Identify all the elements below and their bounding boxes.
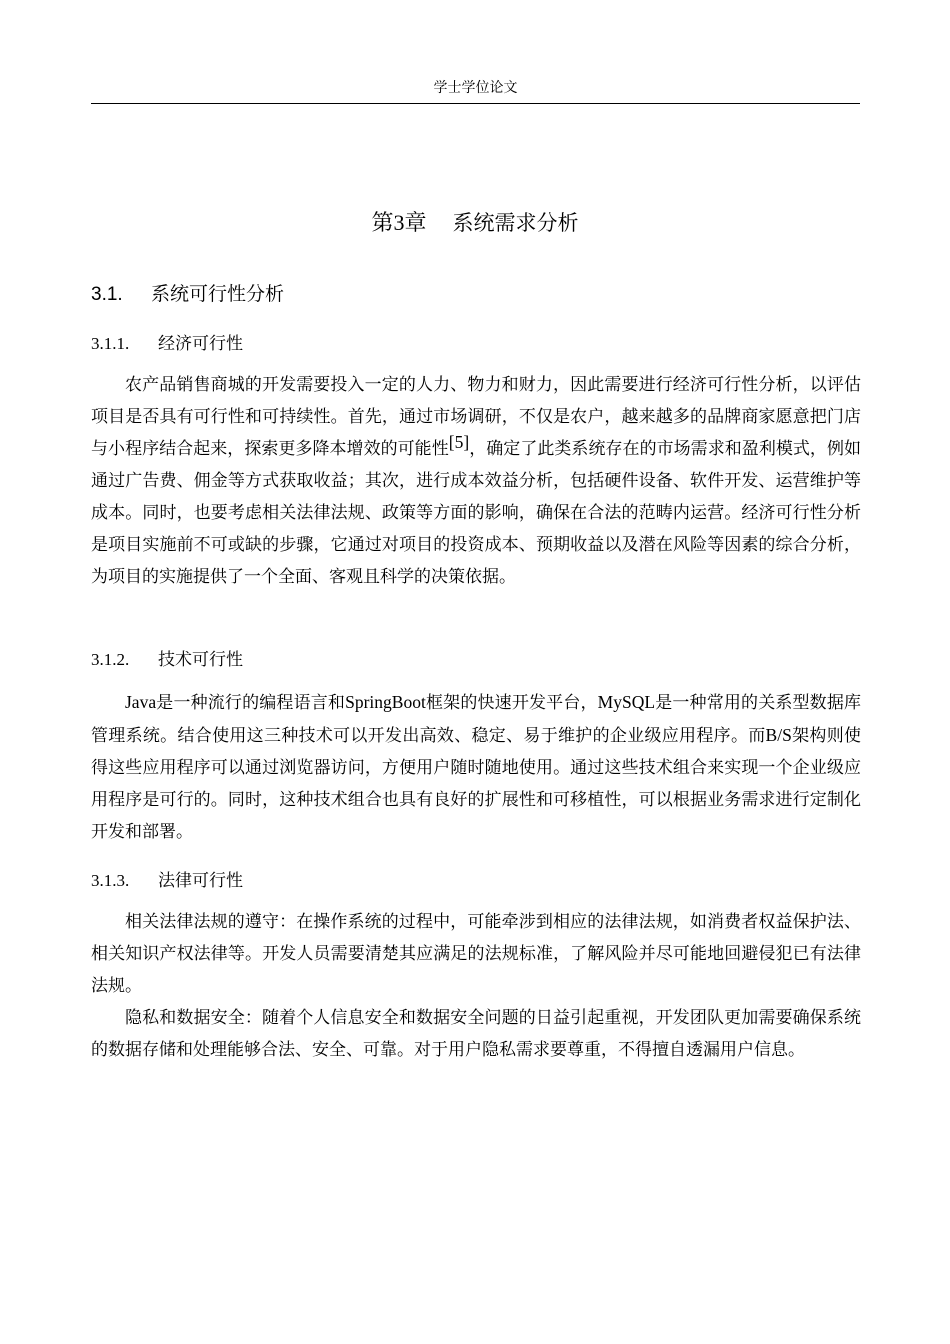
- paragraph-text: 架构则使得这些应用程序可以通过浏览器访问，方便用户随时随地使用。通过这些技术组合来实现一个企业级应用程序是可行的。同时，这种技术组合也具有良好的扩展性和可移植性，可以根据业务需求进行定制化开发和部署。: [91, 726, 862, 842]
- subsection-title: 经济可行性: [158, 334, 243, 354]
- subsection-number: 3.1.3.: [91, 871, 130, 890]
- running-header: 学士学位论文: [433, 80, 518, 96]
- term-bs: B/S: [765, 725, 792, 745]
- subsection-title: 技术可行性: [158, 650, 243, 670]
- citation-link[interactable]: [5]: [448, 432, 470, 452]
- section-number: 3.1.: [91, 284, 123, 305]
- subsection-heading-economic: [91, 332, 243, 356]
- paragraph-text: 是一种流行的编程语言和: [156, 693, 346, 713]
- section-heading: [91, 281, 284, 308]
- subsection-number: 3.1.1.: [91, 334, 130, 353]
- paragraph-text: ，确定了此类系统存在的市场需求和盈利模式，例如通过广告费、佣金等方式获取收益；其次，进行成本效益分析，包括硬件设备、软件开发、运营维护等成本。同时，也要考虑相关法律法规、政策等方面的影响，确保在合法的范畴内运营。经济可行性分析是项目实施前不可或缺的步骤，它通过对项目的投资成本、预期收益以及潜在风险等因素的综合分析，为项目的实施提供了一个全面、客观且科学的决策依据。: [91, 439, 862, 587]
- subsection-heading-legal: [91, 869, 243, 893]
- chapter-title-text: 系统需求分析: [452, 211, 579, 235]
- subsection-number: 3.1.2.: [91, 650, 130, 669]
- chapter-number: 第3章: [371, 210, 427, 235]
- term-springboot: SpringBoot: [345, 692, 426, 712]
- section-title: 系统可行性分析: [151, 283, 285, 305]
- paragraph-legal-compliance: 相关法律法规的遵守：在操作系统的过程中，可能牵涉到相应的法律法规，如消费者权益保护法、相关知识产权法律等。开发人员需要清楚其应满足的法规标准，了解风险并尽可能地回避侵犯已有法律法规。: [91, 912, 861, 996]
- paragraph-text: 框架的快速开发平台，: [425, 693, 598, 713]
- paragraph-text: 是一种常用的关系型数据库管理系统。结合使用这三种技术可以开发出高效、稳定、易于维护的企业级应用程序。而: [91, 693, 862, 746]
- term-java: Java: [125, 692, 157, 712]
- subsection-title: 法律可行性: [158, 871, 243, 891]
- term-mysql: MySQL: [597, 692, 656, 712]
- paragraph-technical: [91, 686, 861, 848]
- chapter-title: [0, 208, 950, 238]
- paragraph-privacy: 隐私和数据安全：随着个人信息安全和数据安全问题的日益引起重视，开发团队更加需要确保系统的数据存储和处理能够合法、安全、可靠。对于用户隐私需求要尊重，不得擅自透漏用户信息。: [91, 1008, 861, 1060]
- header-rule: [91, 103, 860, 104]
- paragraph-text: 农产品销售商城的开发需要投入一定的人力、物力和财力，因此需要进行经济可行性分析，以评估项目是否具有可行性和可持续性。首先，通过市场调研，不仅是农户，越来越多的品牌商家愿意把门店与小程序结合起来，探索更多降本增效的可能性: [91, 375, 861, 459]
- subsection-heading-technical: [91, 648, 243, 672]
- paragraph-economic: [91, 369, 861, 593]
